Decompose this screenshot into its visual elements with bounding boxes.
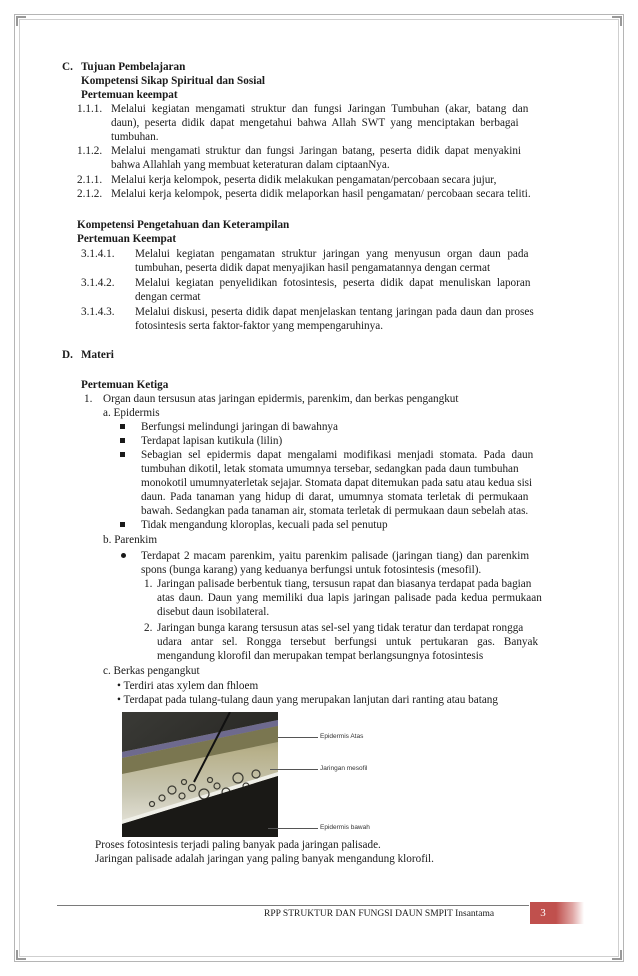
bullet-square <box>120 522 125 527</box>
bullet-text: Terdapat 2 macam parenkim, yaitu parenkim palisade (jaringan tiang) dan parenkim <box>141 550 530 562</box>
corner-mark <box>16 950 26 960</box>
list-text: disebut daun isobilateral. <box>157 606 270 618</box>
meeting-label: Pertemuan Ketiga <box>81 379 169 391</box>
objective-text: Melalui kerja kelompok, peserta didik melaporkan hasil pengamatan/ percobaan secara teliti. <box>111 188 531 200</box>
section-c-title: Tujuan Pembelajaran <box>81 61 186 73</box>
corner-mark <box>612 950 622 960</box>
annotation-leader <box>270 769 318 770</box>
objective-number: 1.1.1. <box>77 103 103 115</box>
meeting-label: Pertemuan Keempat <box>77 233 177 245</box>
objective-number: 2.1.1. <box>77 174 103 186</box>
bullet-text: monokotil umumnyaterletak sejajar. Stomata dapat ditemukan pada satu atau kedua sisi <box>141 477 533 489</box>
objective-text: dengan cermat <box>135 291 201 303</box>
list-text: Jaringan bunga karang tersusun atas sel-sel yang tidak teratur dan terdapat rongga <box>157 622 524 634</box>
label-epidermis-bawah: Epidermis bawah <box>320 824 370 831</box>
bullet-text: daun. Pada tanaman yang hidup di darat, umumnya stomata terletak di permukaan <box>141 491 529 503</box>
subheading-sikap: Kompetensi Sikap Spiritual dan Sosial <box>81 75 266 87</box>
list-text: mengandung klorofil dan merupakan tempat berlangsungnya fotosintesis <box>157 650 484 662</box>
closing-text: Proses fotosintesis terjadi paling banyak pada jaringan palisade. <box>95 839 381 851</box>
label-jaringan-mesofil: Jaringan mesofil <box>320 765 368 772</box>
objective-number: 1.1.2. <box>77 145 103 157</box>
corner-mark <box>612 16 622 26</box>
bullet-text: tumbuhan dikotil, letak stomata umumnya tersebar, sedangkan pada daun tumbuhan <box>141 463 519 475</box>
bullet-text: • Terdapat pada tulang-tulang daun yang merupakan lanjutan dari ranting atau batang <box>117 694 498 706</box>
meeting-label: Pertemuan keempat <box>81 89 178 101</box>
objective-text: Melalui diskusi, peserta didik dapat menjelaskan tentang jaringan pada daun dan proses <box>135 306 534 318</box>
point-text: Organ daun tersusun atas jaringan epidermis, parenkim, dan berkas pengangkut <box>103 393 459 405</box>
corner-mark <box>16 16 26 26</box>
list-text: atas daun. Daun yang memiliki dua lapis jaringan palisade pada kedua permukaan <box>157 592 542 604</box>
bullet-text: spons (bunga karang) yang keduanya berfungsi untuk fotosintesis (mesofil). <box>141 564 482 576</box>
page-number-accent <box>556 902 584 924</box>
annotation-leader <box>268 828 318 829</box>
bullet-text: Tidak mengandung kloroplas, kecuali pada sel penutup <box>141 519 388 531</box>
objective-text: tumbuhan, peserta didik dapat menyajikan hasil pengamatannya dengan cermat <box>135 262 491 274</box>
list-text: Jaringan palisade berbentuk tiang, tersusun rapat dan biasanya terdapat pada bagian <box>157 578 532 590</box>
objective-number: 3.1.4.3. <box>81 306 115 318</box>
closing-text: Jaringan palisade adalah jaringan yang paling banyak mengandung klorofil. <box>95 853 434 865</box>
objective-number: 3.1.4.2. <box>81 277 115 289</box>
objective-number: 2.1.2. <box>77 188 103 200</box>
bullet-text: Sebagian sel epidermis dapat mengalami modifikasi menjadi stomata. Pada daun <box>141 449 534 461</box>
bullet-square <box>120 438 125 443</box>
section-d-title: Materi <box>81 349 114 361</box>
list-number: 2. <box>144 622 153 634</box>
subheading-pengetahuan: Kompetensi Pengetahuan dan Keterampilan <box>77 219 290 231</box>
objective-text: fotosintesis serta faktor-faktor yang mempengaruhinya. <box>135 320 383 332</box>
label-epidermis-atas: Epidermis Atas <box>320 733 364 740</box>
bullet-dot <box>121 553 126 558</box>
footer-rule <box>57 905 529 906</box>
parenkim-label: b. Parenkim <box>103 534 158 546</box>
bullet-text: Berfungsi melindungi jaringan di bawahnya <box>141 421 338 433</box>
objective-text: daun), peserta didik dapat mengetahui bahwa Allah SWT yang menciptakan berbagai <box>111 117 519 129</box>
objective-text: Melalui kegiatan penyelidikan fotosintesis, peserta didik dapat menuliskan laporan <box>135 277 531 289</box>
list-number: 1. <box>144 578 153 590</box>
objective-text: Melalui kegiatan mengamati struktur dan fungsi Jaringan Tumbuhan (akar, batang dan <box>111 103 529 115</box>
berkas-label: c. Berkas pengangkut <box>103 665 200 677</box>
objective-text: bahwa Allahlah yang membuat keteraturan dalam ciptaanNya. <box>111 159 390 171</box>
list-text: udara antar sel. Rongga tersebut berfungsi untuk pertukaran gas. Banyak <box>157 636 539 648</box>
leaf-cross-section-micrograph <box>122 712 278 837</box>
point-number: 1. <box>84 393 93 405</box>
bullet-text: bawah. Sedangkan pada tanaman air, stomata terletak di permukaan daun sebelah atas. <box>141 505 529 517</box>
objective-number: 3.1.4.1. <box>81 248 115 260</box>
bullet-text: Terdapat lapisan kutikula (lilin) <box>141 435 283 447</box>
bullet-square <box>120 424 125 429</box>
section-d-letter: D. <box>62 349 73 361</box>
bullet-text: • Terdiri atas xylem dan fhloem <box>117 680 259 692</box>
footer-title: RPP STRUKTUR DAN FUNGSI DAUN SMPIT Insantama <box>264 909 495 919</box>
annotation-leader <box>278 737 318 738</box>
objective-text: Melalui mengamati struktur dan fungsi Jaringan batang, peserta didik dapat menyakini <box>111 145 522 157</box>
objective-text: Melalui kerja kelompok, peserta didik melakukan pengamatan/percobaan secara jujur, <box>111 174 497 186</box>
objective-text: Melalui kegiatan pengamatan struktur jaringan yang menyusun organ daun pada <box>135 248 529 260</box>
bullet-square <box>120 452 125 457</box>
page-number: 3 <box>530 902 556 924</box>
objective-text: tumbuhan. <box>111 131 159 143</box>
section-c-letter: C. <box>62 61 73 73</box>
epidermis-label: a. Epidermis <box>103 407 160 419</box>
